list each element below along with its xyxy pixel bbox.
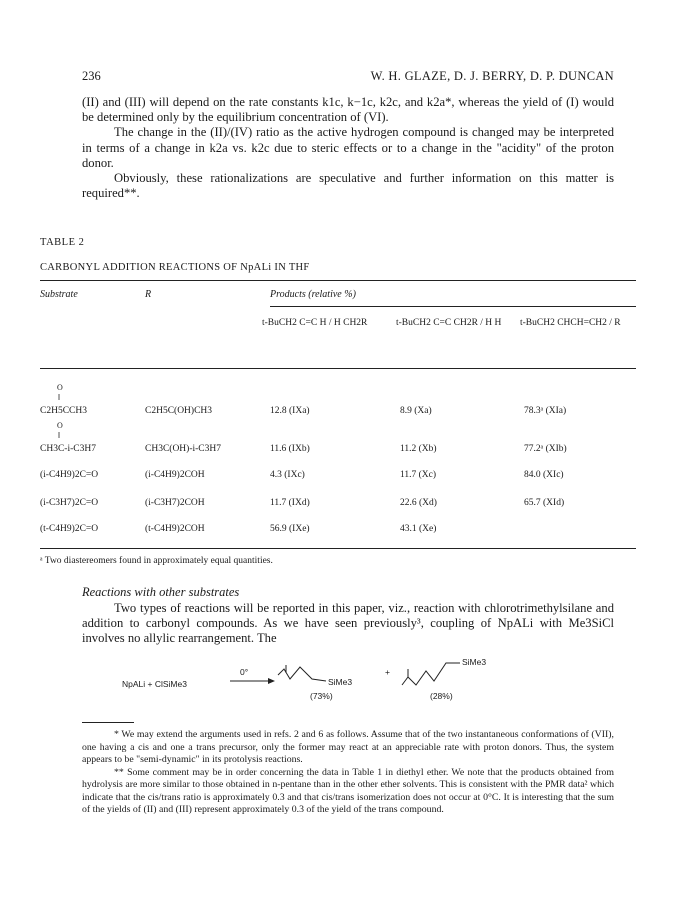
product-1-yield: (73%)	[310, 691, 333, 701]
cell-product-1: 4.3 (IXc)	[270, 470, 305, 480]
double-bond-mark-2: ‖	[58, 431, 61, 440]
cell-r: (i-C4H9)2COH	[145, 470, 205, 480]
scheme-condition: 0°	[240, 667, 249, 677]
cell-product-2: 11.2 (Xb)	[400, 444, 437, 454]
cell-product-1: 11.7 (IXd)	[270, 498, 310, 508]
col-header-substrate: Substrate	[40, 289, 78, 300]
footnote-2: ** Some comment may be in order concerning the data in Table 1 in diethyl ether. We note that the products obtained from hydrolysis are more similar to those obtained in n-pentane than in the other ether solvents. This is consistent with the PMR data² which indicate that the cis/trans ratio is approximately 0.3 and that cis/trans isomerization does not occur at 0°C. It is interesting that the sum of the yields of (II) and (III) represent approximately 0.3 of the yield of the trans compound.	[82, 766, 614, 815]
cell-r: C2H5C(OH)CH3	[145, 406, 213, 416]
product-2-label: SiMe3	[462, 657, 487, 667]
cell-r: (t-C4H9)2COH	[145, 524, 205, 534]
table-title: CARBONYL ADDITION REACTIONS OF NpALi IN THF	[40, 262, 310, 273]
product-2-skeleton	[402, 663, 460, 685]
cell-r: CH3C(OH)-i-C3H7	[145, 444, 221, 454]
cell-product-3: 65.7 (XId)	[524, 498, 565, 508]
cell-product-2: 22.6 (Xd)	[400, 498, 437, 508]
cell-product-2: 11.7 (Xc)	[400, 470, 437, 480]
cell-substrate: (i-C4H9)2C=O	[40, 470, 99, 480]
cell-substrate: (t-C4H9)2C=O	[40, 524, 99, 534]
table-bottom-rule	[40, 548, 636, 549]
cell-product-1: 56.9 (IXe)	[270, 524, 310, 534]
cell-product-1: 11.6 (IXb)	[270, 444, 310, 454]
product-1-skeleton	[278, 667, 326, 681]
running-header	[82, 69, 614, 87]
cell-product-3: 78.3ᵃ (XIa)	[524, 406, 567, 416]
cell-r: (i-C3H7)2COH	[145, 498, 205, 508]
table-header-rule	[40, 368, 636, 369]
product-2-yield: (28%)	[430, 691, 453, 701]
footnote-1: * We may extend the arguments used in refs. 2 and 6 as follows. Assume that of the two instantaneous conformations of (VII), one having a cis and one a trans precursor, only the former may react at an appreciable rate with proton donors. Thus, the system appears to be "semi-dynamic" in its protolysis reactions.	[82, 729, 614, 765]
intro-para-2: The change in the (II)/(IV) ratio as the active hydrogen compound is changed may be interpreted in terms of a change in k2a vs. k2c due to steric effects or to a change in the "acidity" of the proton donor.	[82, 125, 614, 170]
table-label: TABLE 2	[40, 237, 85, 248]
cell-product-3: 77.2ᵃ (XIb)	[524, 444, 567, 454]
product-structure-3: t-BuCH2 CHCH=CH2 / R	[520, 318, 621, 328]
intro-para-1: (II) and (III) will depend on the rate constants k1c, k−1c, k2c, and k2a*, whereas the yield of (I) would be determined only by the equilibrium concentration of (VI).	[82, 95, 614, 125]
products-rule	[270, 306, 636, 307]
product-1-label: SiMe3	[328, 677, 353, 687]
product-structure-1: t-BuCH2 C=C H / H CH2R	[262, 318, 368, 328]
section-text	[82, 601, 614, 647]
product-structure-2: t-BuCH2 C=C CH2R / H H	[396, 318, 502, 328]
scheme-reagents: NpALi + ClSiMe3	[122, 679, 187, 689]
intro-para-3: Obviously, these rationalizations are speculative and further information on this matter is required**.	[82, 171, 614, 201]
page-number: 236	[82, 69, 101, 83]
cell-substrate: CH3C-i-C3H7	[40, 444, 96, 454]
cell-substrate: (i-C3H7)2C=O	[40, 498, 99, 508]
reaction-scheme	[100, 655, 560, 705]
col-header-r: R	[145, 289, 152, 300]
section-heading: Reactions with other substrates	[82, 585, 240, 599]
double-bond-mark-1: ‖	[58, 393, 61, 402]
carbonyl-o-mark-1: O	[57, 383, 63, 392]
col-header-products: Products (relative %)	[270, 289, 356, 300]
cell-product-1: 12.8 (IXa)	[270, 406, 310, 416]
running-authors: W. H. GLAZE, D. J. BERRY, D. P. DUNCAN	[370, 69, 614, 83]
intro-text	[82, 95, 614, 201]
footnote-rule	[82, 722, 134, 723]
table-top-rule	[40, 280, 636, 281]
section-para: Two types of reactions will be reported in this paper, viz., reaction with chlorotrimethylsilane and addition to carbonyl compounds. As we have seen previously³, coupling of NpALi with Me3SiCl involves no allylic rearrangement. The	[82, 601, 614, 646]
carbonyl-o-mark-2: O	[57, 421, 63, 430]
cell-product-2: 43.1 (Xe)	[400, 524, 437, 534]
cell-product-3: 84.0 (XIc)	[524, 470, 564, 480]
table-footnote: ᵃ Two diastereomers found in approximately equal quantities.	[40, 556, 273, 566]
reaction-arrow-head	[268, 678, 275, 684]
cell-substrate: C2H5CCH3	[40, 406, 87, 416]
cell-product-2: 8.9 (Xa)	[400, 406, 432, 416]
footnotes	[82, 729, 614, 817]
scheme-plus: +	[385, 667, 390, 677]
